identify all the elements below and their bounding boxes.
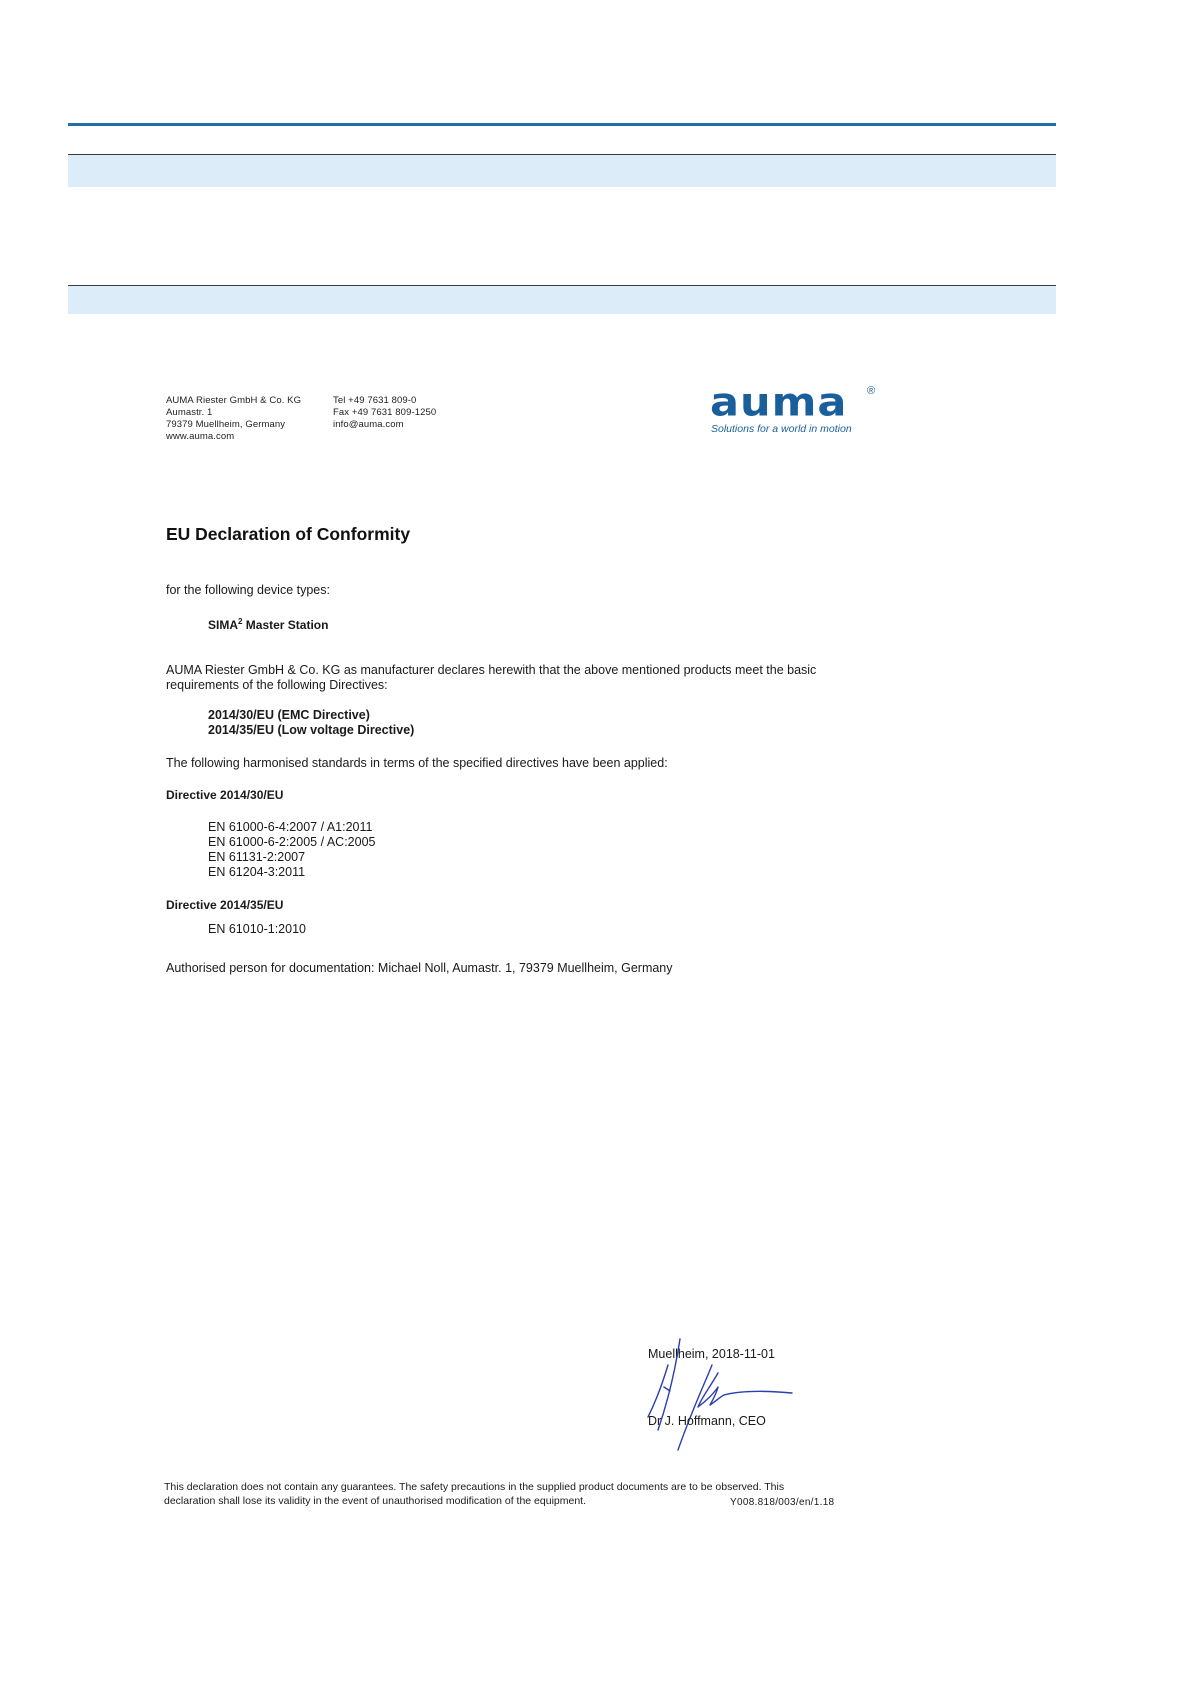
- directive-lv-heading: Directive 2014/35/EU: [166, 898, 284, 912]
- signature-stroke: [664, 1387, 670, 1391]
- address-line: Aumastr. 1: [166, 407, 213, 418]
- device-name-suffix: Master Station: [242, 618, 329, 632]
- signature-stroke: [724, 1391, 792, 1395]
- fax-number: Fax +49 7631 809-1250: [333, 407, 437, 418]
- directive-item: 2014/35/EU (Low voltage Directive): [208, 723, 415, 737]
- signatory-name: Dr J. Hoffmann, CEO: [648, 1414, 766, 1428]
- device-name-superscript: 2: [238, 617, 243, 626]
- lv-standard-item: EN 61010-1:2010: [208, 922, 306, 936]
- device-name-main: SIMA: [208, 618, 238, 632]
- logo-tagline: Solutions for a world in motion: [711, 423, 852, 435]
- standards-intro: The following harmonised standards in terms of the specified directives have been applied:: [166, 756, 668, 770]
- registered-mark: ®: [867, 385, 876, 397]
- directive-list: [208, 708, 414, 738]
- device-name: [208, 617, 328, 632]
- directive-item: 2014/30/EU (EMC Directive): [208, 708, 370, 722]
- header-band: [68, 154, 1056, 187]
- disclaimer-line: declaration shall lose its validity in the event of unauthorised modification of the equipment.: [164, 1495, 586, 1507]
- website-link[interactable]: www.auma.com: [166, 431, 235, 442]
- standard-item: EN 61000-6-4:2007 / A1:2011: [208, 820, 373, 834]
- statement-line: requirements of the following Directives:: [166, 678, 388, 692]
- disclaimer-line: This declaration does not contain any guarantees. The safety precautions in the supplied product documents are to be observed. This: [164, 1481, 785, 1493]
- signature-image: [640, 1335, 800, 1455]
- company-contact: [333, 395, 436, 431]
- place-date: Muellheim, 2018-11-01: [648, 1347, 775, 1361]
- authorised-person: Authorised person for documentation: Michael Noll, Aumastr. 1, 79379 Muellheim, Germany: [166, 961, 673, 975]
- manufacturer-statement: [166, 663, 816, 693]
- emc-standards-list: [208, 820, 375, 880]
- auma-logo: [710, 379, 890, 435]
- signature-stroke: [678, 1365, 712, 1450]
- device-intro: for the following device types:: [166, 583, 330, 597]
- standard-item: EN 61000-6-2:2005 / AC:2005: [208, 835, 376, 849]
- email-link[interactable]: info@auma.com: [333, 419, 404, 430]
- page-title: EU Declaration of Conformity: [166, 524, 411, 544]
- phone-number: Tel +49 7631 809-0: [333, 395, 417, 406]
- standard-item: EN 61131-2:2007: [208, 850, 306, 864]
- address-line: 79379 Muellheim, Germany: [166, 419, 286, 430]
- disclaimer: [164, 1480, 784, 1508]
- document-reference: Y008.818/003/en/1.18: [730, 1497, 835, 1508]
- company-address: [166, 395, 301, 443]
- subheader-band: [68, 285, 1056, 314]
- standard-item: EN 61204-3:2011: [208, 865, 306, 879]
- top-blue-rule: [68, 123, 1056, 126]
- address-line: AUMA Riester GmbH & Co. KG: [166, 395, 302, 406]
- directive-emc-heading: Directive 2014/30/EU: [166, 788, 284, 802]
- statement-line: AUMA Riester GmbH & Co. KG as manufacturer declares herewith that the above mentioned products meet the basic: [166, 663, 817, 677]
- logo-wordmark: auma: [710, 379, 848, 426]
